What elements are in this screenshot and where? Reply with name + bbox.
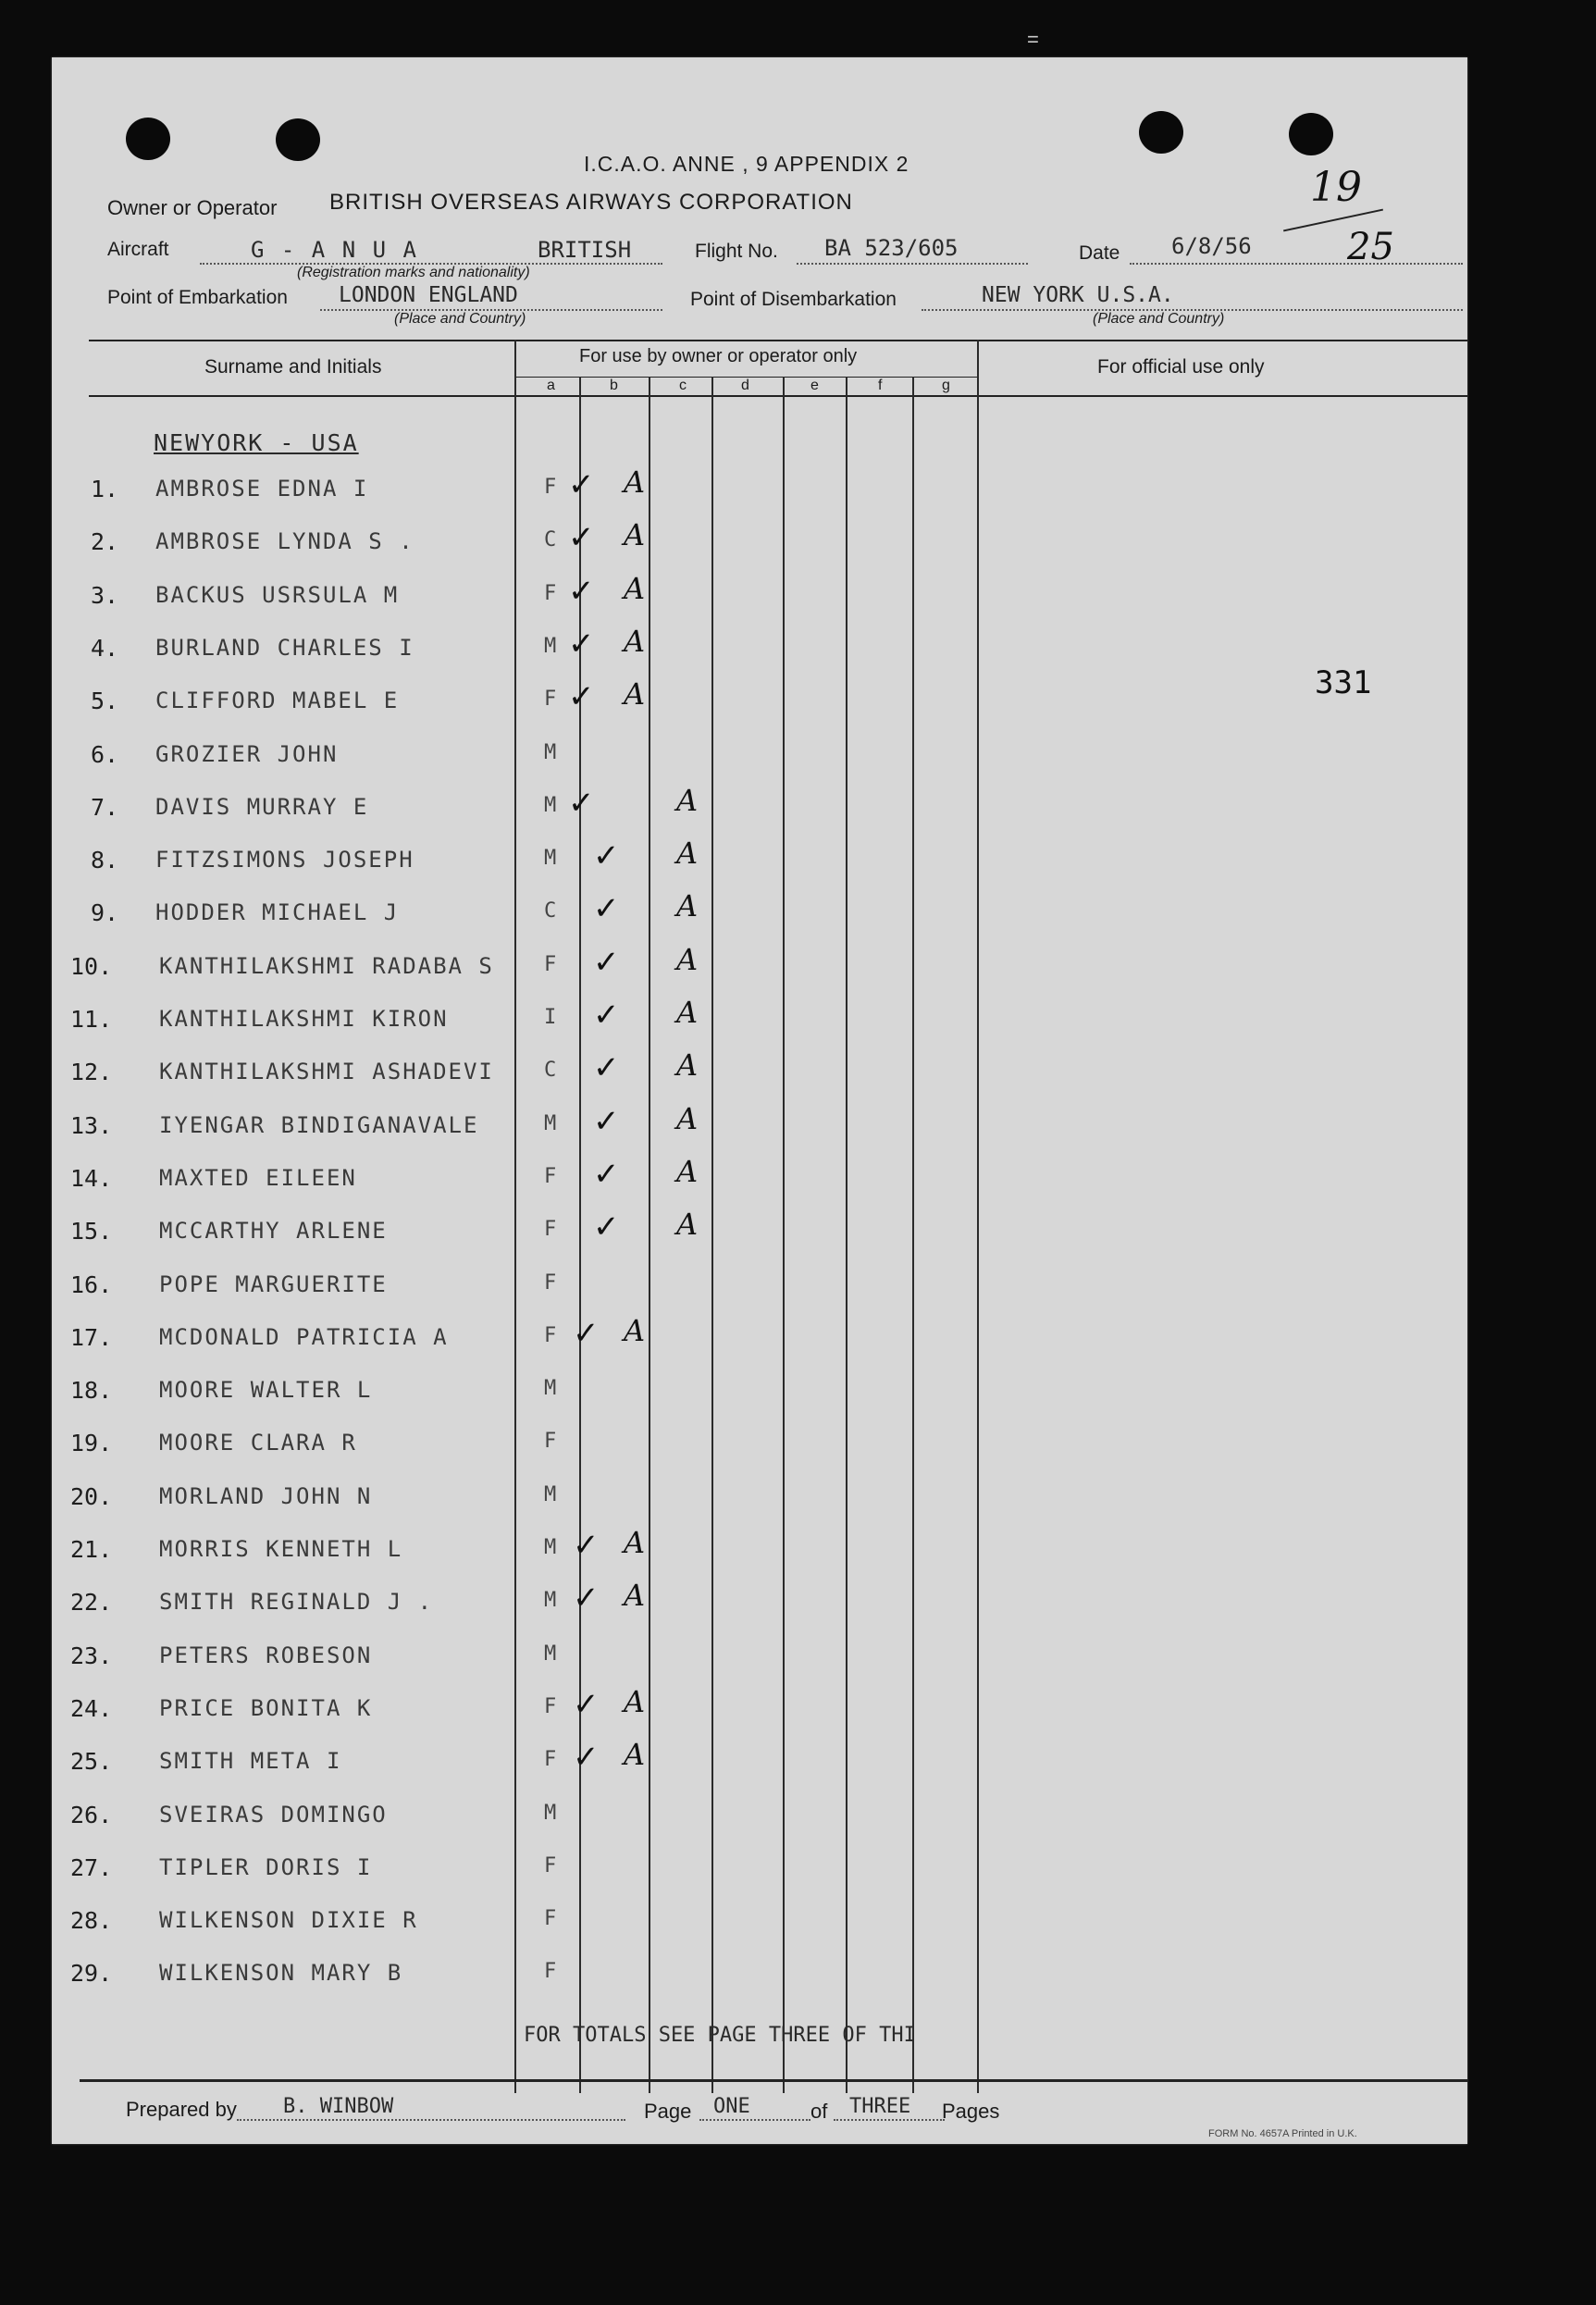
handwritten-a-mark: A: [676, 888, 699, 924]
registration-note: (Registration marks and nationality): [297, 265, 530, 280]
row-number: 11.: [70, 1006, 113, 1033]
check-mark: ✓: [593, 1102, 620, 1140]
subcolumn-label-c: c: [679, 378, 687, 393]
owner-use-column-header: For use by owner or operator only: [579, 346, 858, 366]
disembarkation-value: NEW YORK U.S.A.: [982, 283, 1174, 307]
surname-column-header: Surname and Initials: [204, 356, 382, 378]
passenger-category: C: [544, 1059, 557, 1083]
handwritten-a-mark: A: [624, 676, 646, 713]
row-number: 26.: [70, 1801, 113, 1828]
punch-hole: [1139, 111, 1183, 154]
handwritten-a-mark: A: [624, 465, 646, 500]
corner-note-bottom: 25: [1347, 226, 1394, 268]
subcolumn-label-f: f: [878, 378, 883, 393]
row-number: 22.: [70, 1589, 113, 1617]
section-heading: NEWYORK - USA: [154, 429, 359, 456]
date-dotline: [1130, 263, 1463, 265]
passenger-category: M: [544, 847, 557, 871]
passenger-category: C: [544, 528, 557, 552]
aircraft-nationality: BRITISH: [538, 237, 632, 263]
row-number: 20.: [70, 1482, 113, 1510]
row-number: 16.: [70, 1270, 113, 1298]
row-number: 7.: [91, 793, 119, 821]
passenger-category: M: [544, 740, 557, 764]
passenger-category: I: [544, 1006, 557, 1029]
owner-label: Owner or Operator: [107, 196, 278, 219]
passenger-name: IYENGAR BINDIGANAVALE: [159, 1111, 479, 1138]
row-number: 24.: [70, 1694, 113, 1722]
passenger-name: AMBROSE LYNDA S .: [155, 528, 414, 555]
passenger-category: F: [544, 581, 557, 605]
column-rule-d: [711, 377, 713, 2093]
passenger-category: F: [544, 1430, 557, 1454]
check-mark: ✓: [568, 784, 595, 822]
page-value: ONE: [713, 2095, 750, 2118]
row-number: 17.: [70, 1323, 113, 1351]
of-value: THREE: [849, 2095, 911, 2118]
passenger-name: MAXTED EILEEN: [159, 1164, 357, 1191]
passenger-name: TIPLER DORIS I: [159, 1853, 373, 1880]
passenger-name: PRICE BONITA K: [159, 1694, 373, 1721]
passenger-category: M: [544, 1111, 557, 1135]
corner-note-top: 19: [1310, 164, 1362, 211]
check-mark: ✓: [573, 1739, 600, 1777]
passenger-category: F: [544, 1748, 557, 1772]
row-number: 10.: [70, 952, 113, 980]
prepared-by-value: B. WINBOW: [283, 2095, 394, 2118]
passenger-name: CLIFFORD MABEL E: [155, 688, 400, 714]
subcolumn-label-a: a: [547, 378, 555, 393]
row-number: 12.: [70, 1059, 113, 1086]
passenger-category: F: [544, 1853, 557, 1877]
form-title: I.C.A.O. ANNE , 9 APPENDIX 2: [584, 152, 909, 176]
of-dotline: [834, 2119, 945, 2121]
handwritten-a-mark: A: [676, 1207, 699, 1243]
row-number: 19.: [70, 1430, 113, 1457]
passenger-name: BACKUS USRSULA M: [155, 581, 400, 608]
row-number: 18.: [70, 1377, 113, 1405]
top-edge-mark: =: [1027, 28, 1039, 51]
handwritten-a-mark: A: [624, 623, 646, 659]
row-number: 2.: [91, 528, 119, 556]
official-number: 331: [1315, 664, 1372, 701]
official-column-header: For official use only: [1097, 356, 1265, 378]
owner-value: BRITISH OVERSEAS AIRWAYS CORPORATION: [329, 190, 853, 215]
row-number: 27.: [70, 1853, 113, 1881]
disembarkation-note: (Place and Country): [1093, 311, 1225, 327]
check-mark: ✓: [568, 678, 595, 716]
aircraft-label: Aircraft: [107, 239, 169, 260]
check-mark: ✓: [593, 943, 620, 981]
punch-hole: [276, 118, 320, 161]
passenger-name: MCDONALD PATRICIA A: [159, 1323, 449, 1350]
passenger-name: POPE MARGUERITE: [159, 1270, 388, 1297]
handwritten-a-mark: A: [676, 782, 699, 818]
embarkation-value: LONDON ENGLAND: [339, 283, 518, 307]
passenger-category: F: [544, 1323, 557, 1347]
passenger-category: F: [544, 1218, 557, 1242]
row-number: 25.: [70, 1748, 113, 1776]
passenger-category: F: [544, 476, 557, 499]
passenger-name: AMBROSE EDNA I: [155, 476, 369, 502]
check-mark: ✓: [568, 572, 595, 610]
check-mark: ✓: [593, 1155, 620, 1193]
pages-label: Pages: [942, 2100, 1000, 2123]
handwritten-a-mark: A: [624, 1312, 646, 1348]
flight-number: BA 523/605: [824, 235, 959, 261]
check-mark: ✓: [568, 625, 595, 663]
prepared-by-label: Prepared by: [126, 2098, 237, 2121]
passenger-name: SMITH META I: [159, 1748, 342, 1775]
form-number: FORM No. 4657A Printed in U.K.: [1208, 2128, 1357, 2139]
row-number: 29.: [70, 1960, 113, 1988]
passenger-name: SVEIRAS DOMINGO: [159, 1801, 388, 1828]
handwritten-a-mark: A: [676, 1153, 699, 1189]
passenger-name: SMITH REGINALD J .: [159, 1589, 434, 1616]
passenger-category: F: [544, 1270, 557, 1295]
row-number: 8.: [91, 847, 119, 874]
passenger-category: F: [544, 1960, 557, 1984]
subcolumn-label-g: g: [942, 378, 950, 393]
handwritten-a-mark: A: [624, 570, 646, 606]
passenger-name: KANTHILAKSHMI ASHADEVI: [159, 1059, 494, 1085]
embarkation-label: Point of Embarkation: [107, 287, 288, 308]
row-number: 28.: [70, 1907, 113, 1935]
aircraft-registration: G - A N U A: [251, 237, 418, 263]
manifest-sheet: [52, 57, 1467, 2144]
passenger-category: F: [544, 688, 557, 712]
passenger-category: M: [544, 1482, 557, 1506]
flight-dotline: [797, 263, 1028, 265]
passenger-name: MOORE CLARA R: [159, 1430, 357, 1456]
handwritten-a-mark: A: [624, 517, 646, 553]
handwritten-a-mark: A: [676, 1100, 699, 1136]
passenger-category: M: [544, 634, 557, 658]
handwritten-a-mark: A: [624, 1525, 646, 1560]
check-mark: ✓: [573, 1314, 600, 1352]
check-mark: ✓: [593, 890, 620, 928]
table-header-rule: [89, 395, 1467, 397]
flight-label: Flight No.: [695, 241, 778, 262]
passenger-name: WILKENSON DIXIE R: [159, 1907, 418, 1934]
passenger-name: KANTHILAKSHMI KIRON: [159, 1006, 449, 1032]
passenger-name: DAVIS MURRAY E: [155, 793, 369, 820]
passenger-category: M: [544, 793, 557, 817]
row-number: 4.: [91, 634, 119, 662]
page-dotline: [699, 2119, 810, 2121]
row-number: 3.: [91, 581, 119, 609]
passenger-name: KANTHILAKSHMI RADABA S: [159, 952, 494, 979]
subcolumn-label-d: d: [741, 378, 749, 393]
column-rule-e: [783, 377, 785, 2093]
passenger-name: PETERS ROBESON: [159, 1642, 373, 1668]
prepared-by-dotline: [237, 2119, 625, 2121]
passenger-name: MORRIS KENNETH L: [159, 1536, 403, 1562]
column-rule-f: [846, 377, 847, 2093]
row-number: 1.: [91, 476, 119, 502]
column-rule-c: [649, 377, 650, 2093]
row-number: 14.: [70, 1164, 113, 1192]
passenger-name: BURLAND CHARLES I: [155, 634, 414, 661]
row-number: 5.: [91, 688, 119, 715]
column-rule-g: [912, 377, 914, 2093]
check-mark: ✓: [568, 519, 595, 557]
passenger-category: M: [544, 1589, 557, 1613]
passenger-name: GROZIER JOHN: [155, 740, 339, 767]
row-number: 21.: [70, 1536, 113, 1563]
passenger-category: M: [544, 1536, 557, 1559]
passenger-category: F: [544, 1694, 557, 1718]
check-mark: ✓: [593, 837, 620, 875]
punch-hole: [126, 118, 170, 160]
passenger-category: F: [544, 1164, 557, 1188]
embarkation-note: (Place and Country): [394, 311, 526, 327]
date-label: Date: [1079, 242, 1120, 264]
totals-note: FOR TOTALS SEE PAGE THREE OF THI: [524, 2024, 916, 2047]
passenger-name: FITZSIMONS JOSEPH: [155, 847, 414, 874]
check-mark: ✓: [573, 1685, 600, 1723]
passenger-category: M: [544, 1377, 557, 1401]
subcolumn-label-b: b: [610, 378, 618, 393]
passenger-category: F: [544, 1907, 557, 1931]
passenger-category: C: [544, 899, 557, 923]
row-number: 6.: [91, 740, 119, 768]
handwritten-a-mark: A: [676, 941, 699, 977]
handwritten-a-mark: A: [676, 1047, 699, 1084]
row-number: 15.: [70, 1218, 113, 1245]
passenger-category: F: [544, 952, 557, 976]
page-label: Page: [644, 2100, 692, 2123]
table-bottom-rule: [80, 2079, 1467, 2082]
check-mark: ✓: [593, 997, 620, 1034]
check-mark: ✓: [573, 1527, 600, 1564]
passenger-name: HODDER MICHAEL J: [155, 899, 400, 926]
passenger-category: M: [544, 1642, 557, 1666]
check-mark: ✓: [593, 1049, 620, 1087]
handwritten-a-mark: A: [624, 1683, 646, 1719]
of-label: of: [810, 2100, 828, 2123]
table-top-rule: [89, 340, 1467, 341]
handwritten-a-mark: A: [676, 836, 699, 872]
punch-hole: [1289, 113, 1333, 155]
passenger-name: MORLAND JOHN N: [159, 1482, 373, 1509]
column-rule-a: [514, 340, 516, 2093]
handwritten-a-mark: A: [624, 1737, 646, 1773]
row-number: 9.: [91, 899, 119, 927]
row-number: 23.: [70, 1642, 113, 1669]
passenger-name: WILKENSON MARY B: [159, 1960, 403, 1987]
handwritten-a-mark: A: [624, 1578, 646, 1614]
column-rule-official: [977, 340, 979, 2093]
passenger-name: MCCARTHY ARLENE: [159, 1218, 388, 1245]
handwritten-a-mark: A: [676, 995, 699, 1030]
disembarkation-label: Point of Disembarkation: [690, 289, 897, 310]
row-number: 13.: [70, 1111, 113, 1139]
check-mark: ✓: [593, 1208, 620, 1246]
passenger-name: MOORE WALTER L: [159, 1377, 373, 1404]
date-value: 6/8/56: [1171, 233, 1252, 259]
check-mark: ✓: [573, 1580, 600, 1617]
subcolumn-label-e: e: [810, 378, 819, 393]
check-mark: ✓: [568, 466, 595, 503]
passenger-category: M: [544, 1801, 557, 1825]
